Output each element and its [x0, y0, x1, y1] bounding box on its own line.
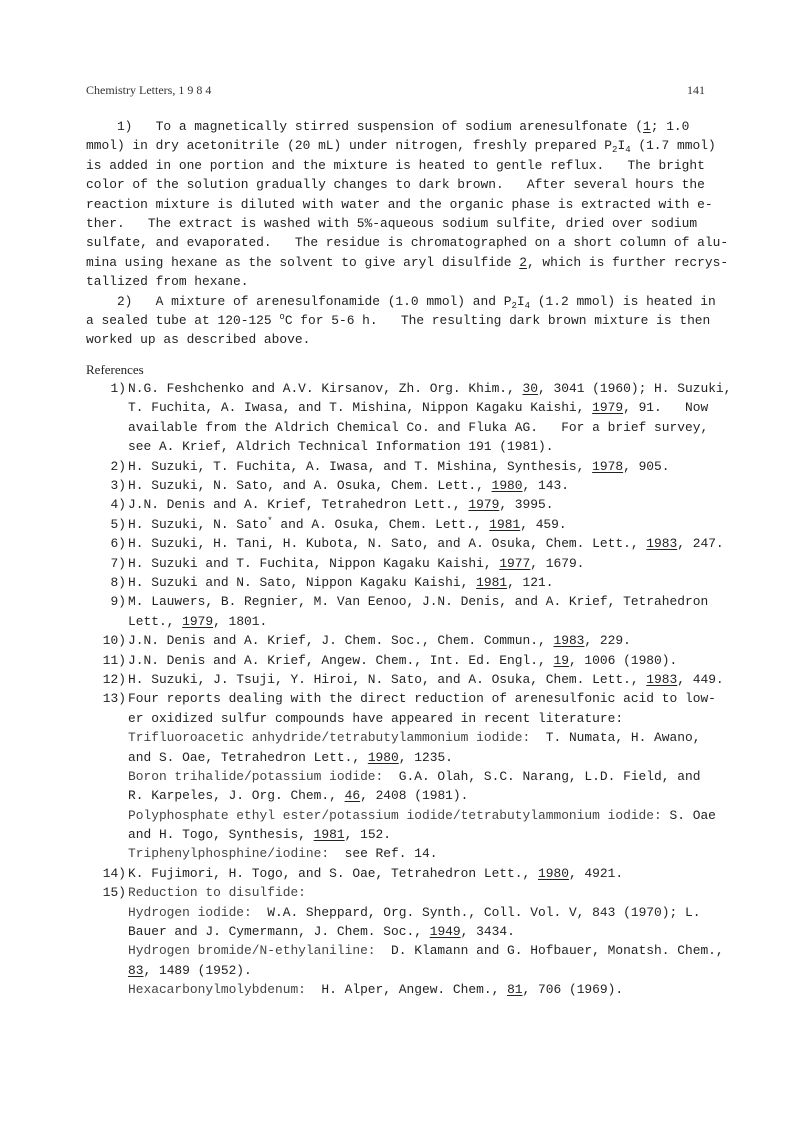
- reference-text: H. Suzuki and N. Sato, Nippon Kagaku Kaishi, 1981, 121.: [128, 574, 554, 590]
- reference-text: H. Suzuki, N. Sato* and A. Osuka, Chem. Lett., 1981, 459.: [128, 515, 567, 532]
- reference-number: 11): [102, 652, 126, 668]
- reference-text: Trifluoroacetic anhydride/tetrabutylammonium iodide: T. Numata, H. Awano,: [128, 730, 701, 746]
- note-line: ther. The extract is washed with 5%-aqueous sodium sulfite, dried over sodium: [86, 215, 698, 231]
- reference-line: [86, 573, 710, 592]
- note-line: worked up as described above.: [86, 332, 311, 348]
- note-line: mmol) in dry acetonitrile (20 mL) under nitrogen, freshly prepared $P_2I_4$ (1.7 mmol): [86, 138, 716, 156]
- reference-line: [86, 903, 710, 922]
- note-line: 1) To a magnetically stirred suspension of sodium arenesulfonate (1; 1.0: [86, 119, 690, 134]
- reference-number: 5): [110, 516, 126, 532]
- reference-text: Lett., 1979, 1801.: [128, 613, 268, 629]
- note-line: mina using hexane as the solvent to give aryl disulfide 2, which is further recrys-: [86, 254, 729, 270]
- reference-line: [86, 437, 710, 456]
- reference-number: 2): [110, 458, 126, 474]
- reference-number: 8): [110, 574, 126, 590]
- reference-text: and S. Oae, Tetrahedron Lett., 1980, 1235.: [128, 749, 453, 765]
- reference-text: Boron trihalide/potassium iodide: G.A. Olah, S.C. Narang, L.D. Field, and: [128, 768, 701, 784]
- reference-line: [86, 379, 732, 398]
- reference-number: 1): [110, 381, 126, 397]
- reference-line: [86, 534, 724, 553]
- reference-line: [86, 767, 710, 786]
- reference-line: [86, 883, 710, 902]
- reference-line: [86, 554, 710, 573]
- reference-text: K. Fujimori, H. Togo, and S. Oae, Tetrahedron Lett., 1980, 4921.: [128, 865, 624, 881]
- reference-text: H. Suzuki, J. Tsuji, Y. Hiroi, N. Sato, and A. Osuka, Chem. Lett., 1983, 449.: [128, 671, 724, 687]
- reference-text: M. Lauwers, B. Regnier, M. Van Eenoo, J.N. Denis, and A. Krief, Tetrahedron: [128, 594, 709, 610]
- experimental-notes: [86, 117, 729, 350]
- reference-line: [86, 631, 710, 650]
- reference-text: see A. Krief, Aldrich Technical Information 191 (1981).: [128, 439, 554, 455]
- reference-text: H. Suzuki, N. Sato, and A. Osuka, Chem. Lett., 1980, 143.: [128, 478, 569, 494]
- reference-line: [86, 651, 710, 670]
- reference-line: [86, 728, 710, 747]
- reference-number: 10): [102, 633, 126, 649]
- references-list: [86, 379, 732, 1000]
- reference-text: H. Suzuki, H. Tani, H. Kubota, N. Sato, and A. Osuka, Chem. Lett., 1983, 247.: [128, 536, 724, 552]
- reference-line: [86, 825, 710, 844]
- note-line: sulfate, and evaporated. The residue is chromatographed on a short column of alu-: [86, 235, 729, 251]
- reference-line: [86, 495, 710, 514]
- reference-line: [86, 515, 710, 534]
- reference-line: [86, 922, 710, 941]
- reference-text: Four reports dealing with the direct reduction of arenesulfonic acid to low-: [128, 691, 716, 707]
- reference-text: and H. Togo, Synthesis, 1981, 152.: [128, 827, 392, 843]
- reference-number: 3): [110, 478, 126, 494]
- reference-text: Polyphosphate ethyl ester/potassium iodide/tetrabutylammonium iodide: S. Oae: [128, 807, 716, 823]
- reference-text: 83, 1489 (1952).: [128, 962, 252, 978]
- reference-line: [86, 941, 724, 960]
- note-line: 2) A mixture of arenesulfonamide (1.0 mmol) and $P_2I_4$ (1.2 mmol) is heated in: [86, 293, 716, 311]
- reference-line: [86, 418, 710, 437]
- note-line: tallized from hexane.: [86, 274, 249, 290]
- reference-number: 7): [110, 555, 126, 571]
- reference-number: 14): [102, 865, 126, 881]
- reference-text: J.N. Denis and A. Krief, J. Chem. Soc., Chem. Commun., 1983, 229.: [128, 633, 631, 649]
- page-number: 141: [687, 83, 705, 97]
- note-line: a sealed tube at 120-125 $^o$C for 5-6 h. The resulting dark brown mixture is then: [86, 311, 711, 328]
- note-line: is added in one portion and the mixture is heated to gentle reflux. The bright: [86, 157, 705, 173]
- reference-number: 4): [110, 497, 126, 513]
- reference-text: J.N. Denis and A. Krief, Angew. Chem., Int. Ed. Engl., 19, 1006 (1980).: [128, 652, 678, 668]
- note-line: color of the solution gradually changes to dark brown. After several hours the: [86, 177, 705, 193]
- reference-line: [86, 398, 710, 417]
- reference-text: Bauer and J. Cymermann, J. Chem. Soc., 1949, 3434.: [128, 924, 515, 940]
- reference-line: [86, 612, 710, 631]
- note-line: reaction mixture is diluted with water and the organic phase is extracted with e-: [86, 196, 713, 212]
- reference-line: [86, 670, 724, 689]
- reference-text: Reduction to disulfide:: [128, 885, 306, 901]
- reference-line: [86, 806, 716, 825]
- reference-text: Hydrogen iodide: W.A. Sheppard, Org. Synth., Coll. Vol. V, 843 (1970); L.: [128, 904, 701, 920]
- reference-number: 13): [102, 691, 126, 707]
- reference-number: 15): [102, 885, 126, 901]
- references-heading: References: [86, 361, 144, 377]
- reference-line: [86, 709, 710, 728]
- reference-line: [86, 476, 710, 495]
- running-header: Chemistry Letters, 1 9 8 4: [86, 83, 212, 97]
- reference-line: [86, 748, 710, 767]
- page-body: [86, 117, 732, 1000]
- reference-text: R. Karpeles, J. Org. Chem., 46, 2408 (1981).: [128, 788, 469, 804]
- reference-text: Hexacarbonylmolybdenum: H. Alper, Angew. Chem., 81, 706 (1969).: [128, 982, 624, 998]
- reference-text: available from the Aldrich Chemical Co. and Fluka AG. For a brief survey,: [128, 419, 709, 435]
- reference-line: [86, 961, 710, 980]
- reference-line: [86, 689, 716, 708]
- reference-number: 9): [110, 594, 126, 610]
- reference-line: [86, 592, 710, 611]
- reference-line: [86, 457, 710, 476]
- reference-line: [86, 844, 710, 863]
- reference-text: J.N. Denis and A. Krief, Tetrahedron Lett., 1979, 3995.: [128, 497, 554, 513]
- reference-text: H. Suzuki, T. Fuchita, A. Iwasa, and T. Mishina, Synthesis, 1978, 905.: [128, 458, 670, 474]
- reference-text: N.G. Feshchenko and A.V. Kirsanov, Zh. Org. Khim., 30, 3041 (1960); H. Suzuki,: [128, 381, 732, 397]
- reference-text: H. Suzuki and T. Fuchita, Nippon Kagaku Kaishi, 1977, 1679.: [128, 555, 585, 571]
- reference-text: T. Fuchita, A. Iwasa, and T. Mishina, Nippon Kagaku Kaishi, 1979, 91. Now: [128, 400, 709, 416]
- reference-text: er oxidized sulfur compounds have appeared in recent literature:: [128, 710, 624, 726]
- reference-number: 12): [102, 671, 126, 687]
- reference-text: Hydrogen bromide/N-ethylaniline: D. Klamann and G. Hofbauer, Monatsh. Chem.,: [128, 943, 724, 959]
- reference-line: [86, 980, 710, 999]
- reference-number: 6): [110, 536, 126, 552]
- reference-text: Triphenylphosphine/iodine: see Ref. 14.: [128, 846, 438, 862]
- reference-line: [86, 864, 710, 883]
- reference-line: [86, 786, 710, 805]
